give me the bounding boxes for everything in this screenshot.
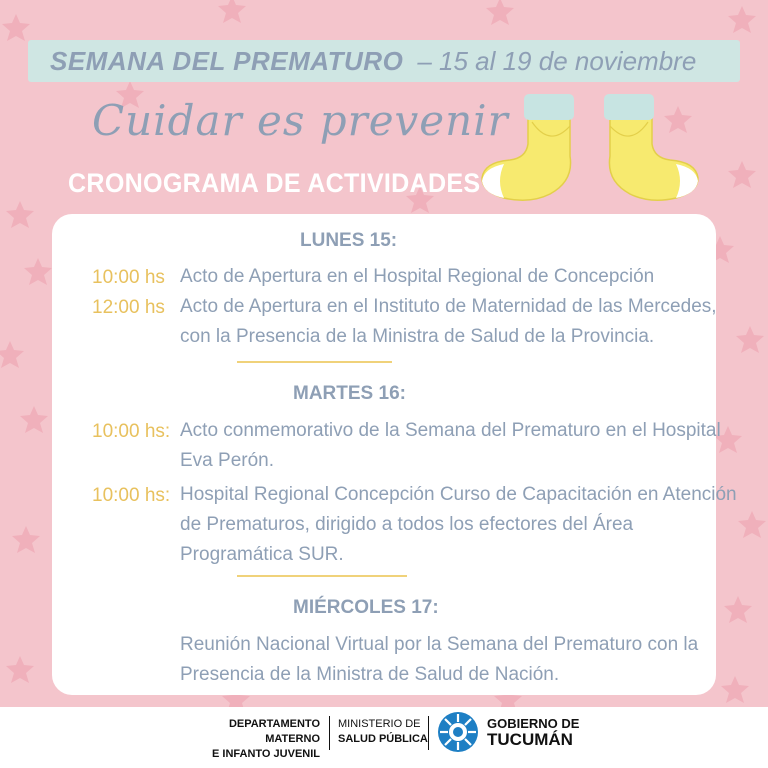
section-divider bbox=[237, 361, 392, 363]
star-icon bbox=[218, 0, 246, 23]
star-icon bbox=[2, 14, 30, 41]
star-icon bbox=[721, 676, 749, 703]
section-divider bbox=[237, 575, 407, 577]
star-icon bbox=[20, 406, 48, 433]
event-description-line: Hospital Regional Concepción Curso de Capacitación en Atención bbox=[180, 484, 737, 505]
event-description-line: Acto conmemorativo de la Semana del Prematuro en el Hospital bbox=[180, 420, 721, 441]
ministry-logo-text bbox=[338, 717, 428, 747]
page-title: CRONOGRAMA DE ACTIVIDADES bbox=[68, 168, 481, 198]
star-icon bbox=[724, 596, 752, 623]
footer-separator bbox=[329, 716, 330, 750]
star-icon bbox=[0, 341, 24, 368]
sock-left-icon bbox=[482, 94, 574, 200]
event-banner bbox=[28, 40, 740, 82]
department-logo-text bbox=[182, 717, 320, 762]
star-icon bbox=[738, 511, 766, 538]
ministry-line: MINISTERIO DE bbox=[338, 718, 421, 730]
star-icon bbox=[736, 326, 764, 353]
event-time: 10:00 hs: bbox=[92, 421, 171, 442]
star-icon bbox=[486, 0, 514, 25]
tagline: Cuidar es prevenir bbox=[92, 96, 509, 145]
event-time: 10:00 hs: bbox=[92, 485, 171, 506]
department-line: DEPARTAMENTO MATERNO bbox=[228, 718, 320, 745]
star-icon bbox=[12, 526, 40, 553]
star-icon bbox=[728, 161, 756, 188]
star-icon bbox=[6, 656, 34, 683]
star-icon bbox=[24, 258, 52, 285]
event-description-line: de Prematuros, dirigido a todos los efectores del Área bbox=[180, 514, 634, 535]
government-logo-text bbox=[487, 716, 579, 748]
ministry-line: SALUD PÚBLICA bbox=[338, 733, 428, 745]
event-description-line: Reunión Nacional Virtual por la Semana del Prematuro con la bbox=[180, 634, 699, 655]
baby-socks-illustration bbox=[470, 86, 715, 211]
government-line: GOBIERNO DE bbox=[487, 716, 580, 731]
event-description-line: Programática SUR. bbox=[180, 544, 344, 565]
government-line: TUCUMÁN bbox=[487, 730, 573, 749]
event-time: 10:00 hs bbox=[92, 267, 165, 288]
day-heading-monday: LUNES 15: bbox=[300, 230, 398, 251]
day-heading-wednesday: MIÉRCOLES 17: bbox=[293, 597, 439, 618]
star-icon bbox=[6, 201, 34, 228]
banner-title: SEMANA DEL PREMATURO bbox=[50, 45, 404, 76]
sock-right-icon bbox=[604, 94, 698, 200]
day-heading-tuesday: MARTES 16: bbox=[293, 383, 406, 404]
star-icon bbox=[728, 6, 756, 33]
department-line: E INFANTO JUVENIL bbox=[212, 748, 320, 760]
footer-separator bbox=[428, 716, 429, 750]
event-description-line: con la Presencia de la Ministra de Salud de la Provincia. bbox=[180, 326, 655, 347]
banner-dates: – 15 al 19 de noviembre bbox=[417, 45, 697, 76]
event-description-line: Acto de Apertura en el Instituto de Maternidad de las Mercedes, bbox=[180, 296, 717, 317]
event-time: 12:00 hs bbox=[92, 297, 165, 318]
event-description: Acto de Apertura en el Hospital Regional de Concepción bbox=[180, 266, 655, 287]
event-description-line: Presencia de la Ministra de Salud de Nación. bbox=[180, 664, 560, 685]
government-seal-icon bbox=[437, 711, 479, 753]
event-description-line: Eva Perón. bbox=[180, 450, 274, 471]
